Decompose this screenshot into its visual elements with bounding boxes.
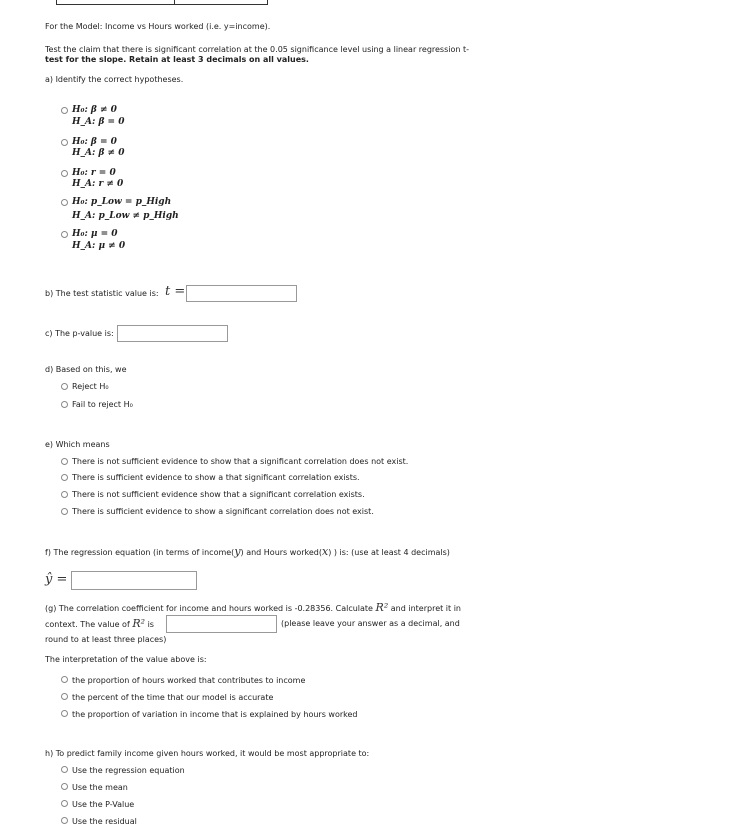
conclusion-option-2-radio[interactable]	[61, 474, 68, 481]
hypothesis-option-1-radio[interactable]	[61, 107, 68, 114]
conclusion-option-1-radio[interactable]	[61, 458, 68, 465]
test-statistic-input[interactable]	[186, 285, 297, 302]
r-squared-input[interactable]	[166, 615, 277, 633]
interpretation-option-3-radio[interactable]	[61, 710, 68, 717]
hypothesis-option-3-ha: H_A: r ≠ 0	[72, 179, 124, 189]
r-squared-symbol-2: R²	[132, 617, 146, 630]
part-c-label: c) The p-value is:	[45, 329, 114, 338]
claim-text-line2: test for the slope. Retain at least 3 decimals on all values.	[45, 55, 309, 64]
regression-equation-input[interactable]	[71, 571, 197, 590]
conclusion-option-4-radio[interactable]	[61, 508, 68, 515]
part-f-label-prefix: f) The regression equation (in terms of income(	[45, 548, 235, 557]
predict-option-mean-label: Use the mean	[72, 783, 128, 792]
part-g-line2-text: context. The value of	[45, 620, 130, 629]
hypothesis-option-3-radio[interactable]	[61, 170, 68, 177]
interpretation-option-3-label: the proportion of variation in income that is explained by hours worked	[72, 710, 358, 719]
hypothesis-option-5-ha: H_A: μ ≠ 0	[72, 241, 126, 251]
part-g-line3: round to at least three places)	[45, 635, 167, 644]
predict-option-residual-radio[interactable]	[61, 817, 68, 824]
hypothesis-option-2-h0: H₀: β = 0	[72, 137, 117, 147]
part-g-line1-text: (g) The correlation coefficient for income and hours worked is -0.28356. Calculate	[45, 604, 373, 613]
hypothesis-option-5-radio[interactable]	[61, 231, 68, 238]
part-g-line2-start	[45, 619, 154, 630]
predict-option-regression-radio[interactable]	[61, 766, 68, 773]
hypothesis-option-4-ha: H_A: p_Low ≠ p_High	[72, 211, 179, 221]
previous-question-table-edge	[56, 0, 268, 5]
conclusion-option-1-label: There is not sufficient evidence to show that a significant correlation does not exist.	[72, 457, 409, 466]
conclusion-option-4-label: There is sufficient evidence to show a significant correlation does not exist.	[72, 507, 374, 516]
y-hat-symbol: ŷ =	[45, 572, 68, 587]
hypothesis-option-3-h0: H₀: r = 0	[72, 168, 116, 178]
predict-option-pvalue-label: Use the P-Value	[72, 800, 135, 809]
conclusion-option-3-radio[interactable]	[61, 491, 68, 498]
hypothesis-option-2-ha: H_A: β ≠ 0	[72, 148, 125, 158]
interpretation-option-2-radio[interactable]	[61, 693, 68, 700]
part-g-line2-end: (please leave your answer as a decimal, and	[281, 619, 460, 628]
claim-text-line1: Test the claim that there is significant correlation at the 0.05 significance level using a linear regression t-	[45, 45, 470, 54]
part-g-line1-end: and interpret it in	[390, 604, 462, 613]
part-g-line2-is: is	[147, 620, 154, 629]
hypothesis-option-5-h0: H₀: μ = 0	[72, 229, 118, 239]
hypothesis-option-2-radio[interactable]	[61, 139, 68, 146]
fail-to-reject-h0-radio[interactable]	[61, 401, 68, 408]
part-b-label: b) The test statistic value is:	[45, 289, 159, 298]
part-d-label: d) Based on this, we	[45, 365, 127, 374]
hypothesis-option-1-h0: H₀: β ≠ 0	[72, 105, 117, 115]
hypothesis-option-4-radio[interactable]	[61, 199, 68, 206]
part-e-label: e) Which means	[45, 440, 110, 449]
predict-option-regression-label: Use the regression equation	[72, 766, 185, 775]
part-h-label: h) To predict family income given hours worked, it would be most appropriate to:	[45, 749, 370, 758]
hypothesis-option-4-h0: H₀: p_Low = p_High	[72, 197, 172, 207]
predict-option-pvalue-radio[interactable]	[61, 800, 68, 807]
x-variable-symbol: x	[321, 545, 329, 558]
interpretation-option-1-label: the proportion of hours worked that contributes to income	[72, 676, 306, 685]
part-f-label-suffix: ) ) is: (use at least 4 decimals)	[328, 548, 450, 557]
hypothesis-option-1-ha: H_A: β = 0	[72, 117, 125, 127]
reject-h0-label: Reject H₀	[72, 382, 109, 391]
model-description: For the Model: Income vs Hours worked (i.e. y=income).	[45, 22, 271, 31]
p-value-input[interactable]	[117, 325, 228, 342]
interpretation-option-1-radio[interactable]	[61, 676, 68, 683]
interpretation-label: The interpretation of the value above is:	[45, 655, 207, 664]
part-a-label: a) Identify the correct hypotheses.	[45, 75, 184, 84]
r-squared-symbol: R²	[375, 601, 389, 614]
part-f-label	[45, 547, 450, 558]
interpretation-option-2-label: the percent of the time that our model is accurate	[72, 693, 274, 702]
conclusion-option-2-label: There is sufficient evidence to show a that significant correlation exists.	[72, 473, 360, 482]
conclusion-option-3-label: There is not sufficient evidence show that a significant correlation exists.	[72, 490, 365, 499]
reject-h0-radio[interactable]	[61, 383, 68, 390]
part-f-label-mid: ) and Hours worked(	[240, 548, 322, 557]
predict-option-residual-label: Use the residual	[72, 817, 137, 826]
fail-to-reject-h0-label: Fail to reject H₀	[72, 400, 133, 409]
y-variable-symbol: y	[234, 545, 241, 558]
test-statistic-symbol: t =	[165, 284, 186, 299]
part-g-line1	[45, 603, 461, 614]
predict-option-mean-radio[interactable]	[61, 783, 68, 790]
